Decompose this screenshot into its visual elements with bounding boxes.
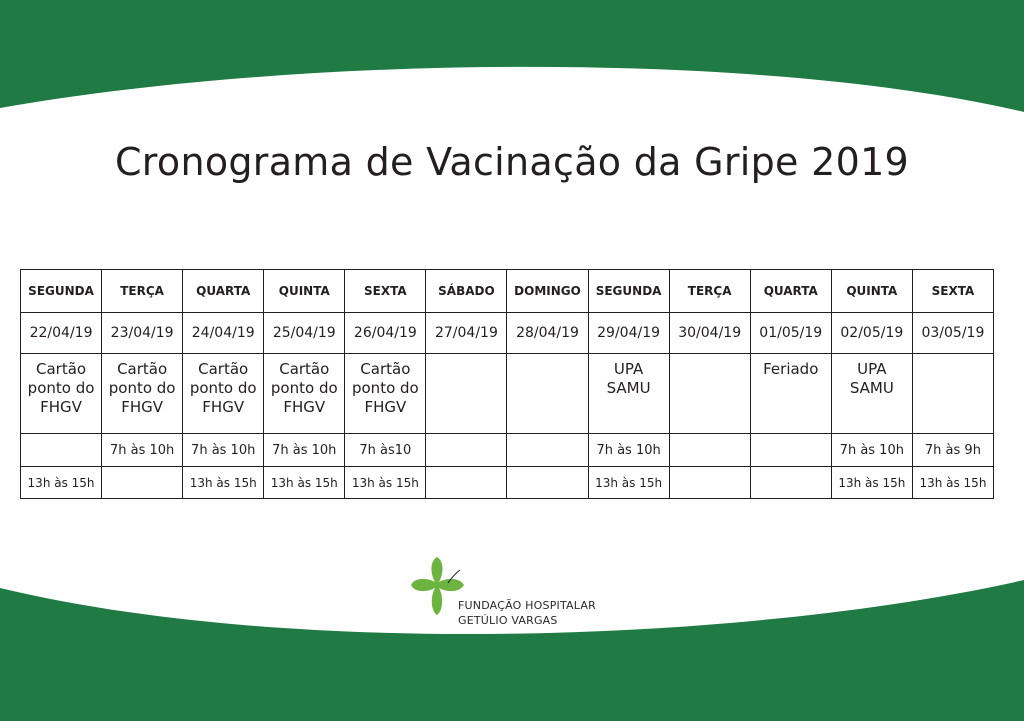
day-header-cell: QUARTA [750, 270, 831, 313]
morning-hours-cell [426, 434, 507, 467]
location-line: FHGV [40, 398, 82, 416]
morning-hours-cell: 7h às 10h [264, 434, 345, 467]
afternoon-hours-cell [507, 467, 588, 499]
afternoon-hours-row [21, 467, 994, 499]
location-line: Cartão [35, 360, 87, 378]
location-line: FHGV [283, 398, 326, 416]
day-header-cell: SEXTA [345, 270, 426, 313]
afternoon-hours-cell: 13h às 15h [912, 467, 993, 499]
afternoon-hours-cell: 13h às 15h [831, 467, 912, 499]
location-line: ponto do [189, 379, 257, 397]
location-cell [183, 354, 264, 434]
afternoon-hours-cell [426, 467, 507, 499]
date-cell: 26/04/19 [345, 313, 426, 354]
morning-hours-cell: 7h às 10h [102, 434, 183, 467]
date-cell: 02/05/19 [831, 313, 912, 354]
location-line: FHGV [121, 398, 164, 416]
afternoon-hours-cell: 13h às 15h [345, 467, 426, 499]
date-cell: 22/04/19 [21, 313, 102, 354]
location-line: ponto do [108, 379, 176, 397]
day-header-cell: QUARTA [183, 270, 264, 313]
green-cross-icon [411, 557, 464, 615]
location-cell [750, 354, 831, 434]
date-cell: 03/05/19 [912, 313, 993, 354]
day-header-cell: TERÇA [102, 270, 183, 313]
date-cell: 24/04/19 [183, 313, 264, 354]
location-line: Cartão [198, 360, 249, 378]
date-cell: 25/04/19 [264, 313, 345, 354]
location-line: SAMU [849, 379, 894, 397]
logo-line-1: FUNDAÇÃO HOSPITALAR [458, 599, 596, 612]
date-cell: 27/04/19 [426, 313, 507, 354]
location-line: ponto do [351, 379, 419, 397]
morning-hours-cell [507, 434, 588, 467]
date-cell: 23/04/19 [102, 313, 183, 354]
location-line: ponto do [27, 379, 95, 397]
day-header-cell: SÁBADO [426, 270, 507, 313]
location-cell [507, 354, 588, 434]
page-title: Cronograma de Vacinação da Gripe 2019 [114, 140, 910, 184]
day-header-cell: QUINTA [264, 270, 345, 313]
location-cell [345, 354, 426, 434]
location-line: UPA [857, 360, 887, 378]
location-cell [21, 354, 102, 434]
afternoon-hours-cell: 13h às 15h [264, 467, 345, 499]
location-cell [831, 354, 912, 434]
location-line: SAMU [606, 379, 651, 397]
date-cell: 30/04/19 [669, 313, 750, 354]
afternoon-hours-cell [102, 467, 183, 499]
afternoon-hours-cell: 13h às 15h [183, 467, 264, 499]
day-header-cell: QUINTA [831, 270, 912, 313]
logo-text [458, 598, 596, 628]
date-cell: 01/05/19 [750, 313, 831, 354]
morning-hours-cell: 7h às 9h [912, 434, 993, 467]
location-line: Cartão [117, 360, 168, 378]
day-header-cell: SEGUNDA [588, 270, 669, 313]
location-cell [102, 354, 183, 434]
morning-hours-cell [669, 434, 750, 467]
day-header-cell: TERÇA [669, 270, 750, 313]
afternoon-hours-cell [750, 467, 831, 499]
morning-hours-cell: 7h às 10h [831, 434, 912, 467]
location-line: UPA [613, 360, 644, 378]
morning-hours-cell: 7h às10 [345, 434, 426, 467]
day-header-cell: DOMINGO [507, 270, 588, 313]
vaccination-schedule-table [20, 269, 994, 499]
location-cell [588, 354, 669, 434]
top-green-band [0, 0, 1024, 112]
location-line: FHGV [202, 398, 245, 416]
location-cell [264, 354, 345, 434]
afternoon-hours-cell: 13h às 15h [21, 467, 102, 499]
logo-line-2: GETÚLIO VARGAS [458, 614, 558, 627]
location-cell [426, 354, 507, 434]
day-header-row [21, 270, 994, 313]
morning-hours-cell [21, 434, 102, 467]
location-row [21, 354, 994, 434]
morning-hours-cell: 7h às 10h [588, 434, 669, 467]
location-cell [669, 354, 750, 434]
location-line: Cartão [279, 360, 330, 378]
morning-hours-cell: 7h às 10h [183, 434, 264, 467]
location-line: Feriado [763, 360, 819, 378]
date-row [21, 313, 994, 354]
morning-hours-row [21, 434, 994, 467]
afternoon-hours-cell: 13h às 15h [588, 467, 669, 499]
day-header-cell: SEGUNDA [21, 270, 102, 313]
location-line: Cartão [360, 360, 411, 378]
location-line: FHGV [364, 398, 407, 416]
date-cell: 28/04/19 [507, 313, 588, 354]
day-header-cell: SEXTA [912, 270, 993, 313]
location-cell [912, 354, 993, 434]
location-line: ponto do [270, 379, 338, 397]
date-cell: 29/04/19 [588, 313, 669, 354]
morning-hours-cell [750, 434, 831, 467]
afternoon-hours-cell [669, 467, 750, 499]
